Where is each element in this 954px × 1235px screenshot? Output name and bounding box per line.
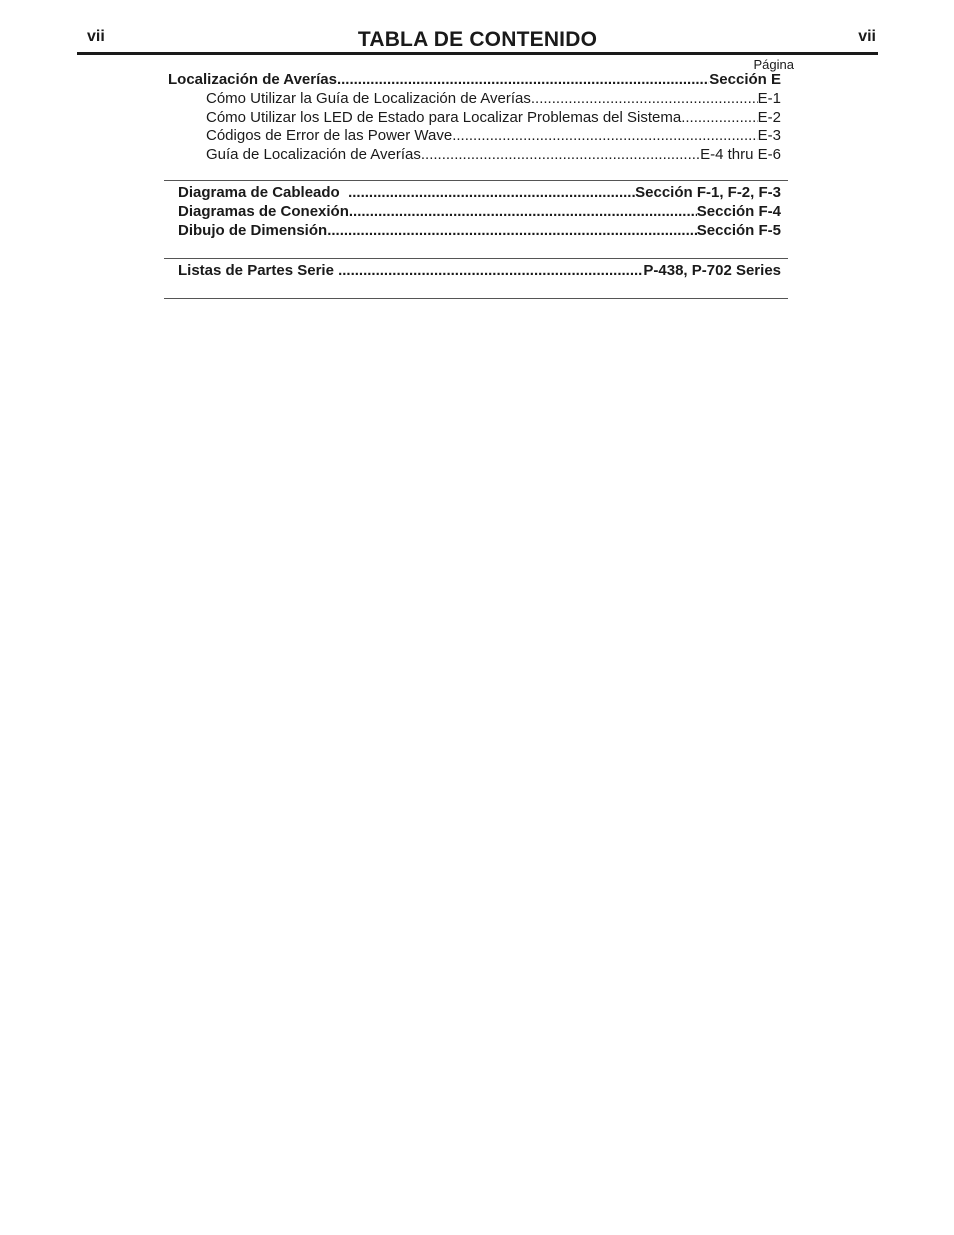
leader-dots <box>337 71 709 88</box>
toc-entry-label: Códigos de Error de las Power Wave <box>206 127 453 145</box>
toc-entry-label: Dibujo de Dimensión <box>178 222 328 240</box>
leader-dots <box>327 222 697 239</box>
section-divider <box>164 258 788 259</box>
toc-entry-label: Localización de Averías <box>168 71 337 88</box>
toc-entry-label: Guía de Localización de Averías <box>206 145 421 163</box>
toc-entry-page: E-2 <box>757 108 781 126</box>
leader-dots <box>349 203 697 220</box>
toc-subentry-status-led-usage[interactable] <box>164 109 781 128</box>
leader-dots <box>452 127 757 144</box>
toc-entry-page: Sección F-5 <box>696 222 781 240</box>
toc-entry-page: Sección E <box>709 71 781 88</box>
leader-dots <box>338 262 643 279</box>
toc-entry-page: E-4 thru E-6 <box>700 145 781 163</box>
toc-entry-page: Sección F-1, F-2, F-3 <box>635 184 781 202</box>
toc-entry-label: Diagrama de Cableado <box>178 184 349 202</box>
page-title: TABLA DE CONTENIDO <box>357 28 598 51</box>
toc-entry-page: E-3 <box>757 127 781 145</box>
toc-entry-connection-diagrams[interactable] <box>164 203 781 222</box>
toc-entry-parts-lists[interactable] <box>164 262 781 281</box>
page-number-right: vii <box>858 28 876 45</box>
page-column-label: Página <box>753 57 794 72</box>
toc-entry-page: E-1 <box>757 90 781 107</box>
leader-dots <box>531 90 758 107</box>
page-number-left: vii <box>87 28 105 45</box>
section-divider <box>164 298 788 299</box>
leader-dots <box>681 109 757 126</box>
toc-entry-page: Sección F-4 <box>696 203 781 221</box>
toc-entry-label: Cómo Utilizar los LED de Estado para Localizar Problemas del Sistema <box>206 108 682 126</box>
leader-dots <box>421 146 700 163</box>
toc-subentry-troubleshooting-guide[interactable] <box>164 146 781 165</box>
toc-entry-label: Diagramas de Conexión <box>178 203 349 221</box>
leader-dots <box>348 184 635 201</box>
section-divider <box>164 180 788 181</box>
toc-entry-label: Listas de Partes Serie <box>178 262 339 280</box>
table-of-contents <box>164 71 788 299</box>
toc-subentry-troubleshooting-guide-usage[interactable] <box>164 90 781 109</box>
toc-entry-page: P-438, P-702 Series <box>643 262 781 280</box>
page-header <box>77 26 878 55</box>
toc-entry-wiring-diagram[interactable] <box>164 184 781 203</box>
toc-entry-troubleshooting[interactable] <box>164 71 781 90</box>
toc-entry-dimension-drawing[interactable] <box>164 222 781 241</box>
toc-subentry-error-codes[interactable] <box>164 127 781 146</box>
toc-entry-label: Cómo Utilizar la Guía de Localización de Averías <box>206 90 531 107</box>
